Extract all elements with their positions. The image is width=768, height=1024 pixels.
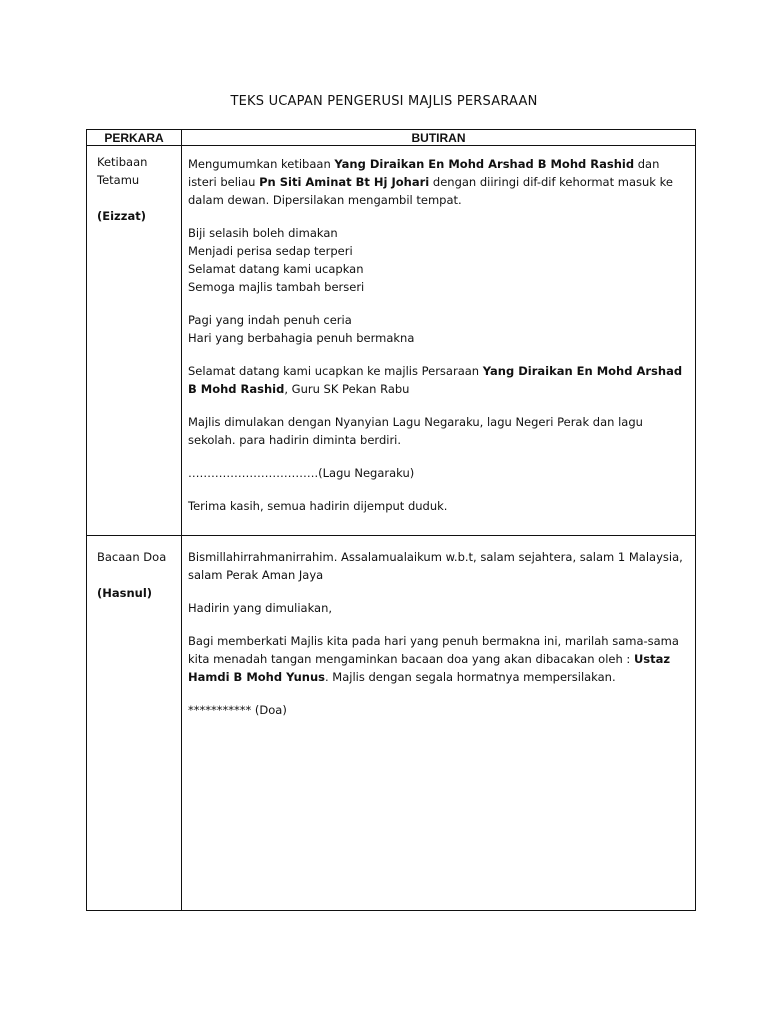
perkara-cell xyxy=(87,536,182,911)
table-row xyxy=(87,146,696,536)
announcement-paragraph: Mengumumkan ketibaan Yang Diraikan En Mohd Arshad B Mohd Rashid dan isteri beliau Pn Siti Aminat Bt Hj Johari dengan diiringi dif-dif kehormat masuk ke dalam dewan. Dipersilakan mengambil tempat. xyxy=(188,157,673,207)
prayer-cue: *********** (Doa) xyxy=(188,703,287,717)
table-header-row xyxy=(87,130,696,146)
butiran-cell xyxy=(182,146,696,536)
perkara-cell xyxy=(87,146,182,536)
pantun-verse: Biji selasih boleh dimakan Menjadi perisa sedap terperi Selamat datang kami ucapkan Semoga majlis tambah berseri xyxy=(188,226,365,294)
anthem-paragraph: Majlis dimulakan dengan Nyanyian Lagu Negaraku, lagu Negeri Perak dan lagu sekolah. para hadirin diminta berdiri. xyxy=(188,415,643,447)
table-row xyxy=(87,536,696,911)
anthem-cue: …………………………….(Lagu Negaraku) xyxy=(188,466,415,480)
butiran-cell xyxy=(182,536,696,911)
audience-address: Hadirin yang dimuliakan, xyxy=(188,601,333,615)
prayer-invitation-paragraph: Bagi memberkati Majlis kita pada hari yang penuh bermakna ini, marilah sama-sama kita menadah tangan mengaminkan bacaan doa yang akan dibacakan oleh : Ustaz Hamdi B Mohd Yunus. Majlis dengan segala hormatnya mempersilakan. xyxy=(188,634,679,684)
ceremony-script-table xyxy=(86,129,696,911)
pantun-verse-2: Pagi yang indah penuh ceria Hari yang berbahagia penuh bermakna xyxy=(188,313,415,345)
document-title: TEKS UCAPAN PENGERUSI MAJLIS PERSARAAN xyxy=(230,94,538,109)
perkara-label-line1: Ketibaan xyxy=(97,155,148,169)
perkara-label-line2: Tetamu xyxy=(97,173,140,187)
greeting-paragraph: Bismillahirrahmanirrahim. Assalamualaikum w.b.t, salam sejahtera, salam 1 Malaysia, salam Perak Aman Jaya xyxy=(188,550,683,582)
header-butiran: BUTIRAN xyxy=(182,130,696,146)
header-perkara: PERKARA xyxy=(87,130,182,146)
person-in-charge: (Hasnul) xyxy=(97,586,153,600)
person-in-charge: (Eizzat) xyxy=(97,209,146,223)
thanks-paragraph: Terima kasih, semua hadirin dijemput duduk. xyxy=(188,499,448,513)
perkara-label: Bacaan Doa xyxy=(97,550,167,564)
welcome-paragraph: Selamat datang kami ucapkan ke majlis Persaraan Yang Diraikan En Mohd Arshad B Mohd Rashid, Guru SK Pekan Rabu xyxy=(188,364,683,396)
